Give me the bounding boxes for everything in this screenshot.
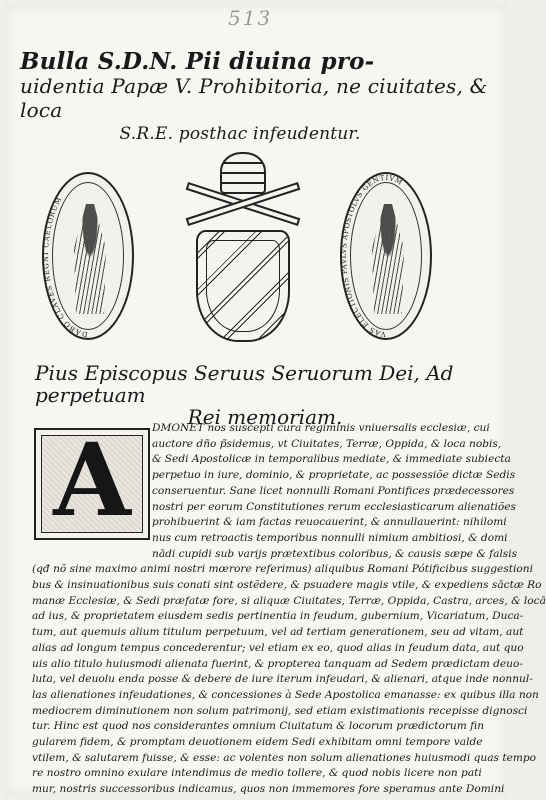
subtitle-line-1: Pius Episcopus Seruus Seruorum Dei, Ad perpetuam — [35, 361, 454, 407]
right-inscription-text: VAS ELECTIONIS PAVLVS APOSTOLVS GENTIVM — [340, 173, 405, 339]
saint-paul-medallion — [340, 172, 432, 340]
body-line: nostri per eorum Constitutiones rerum ecclesiasticarum alienatiões — [152, 500, 516, 513]
bull-body-text — [32, 421, 546, 798]
body-line: gularem fidem, & promptam deuotionem eidem Sedi exhibitam omni tempore valde — [32, 736, 483, 749]
body-line: las alienationes infeudationes, & concessiones à Sede Apostolica emanasse: ex quibus illa non — [32, 688, 539, 701]
left-inscription-text: DABO CLAVES REGNI CAELORUM — [42, 195, 89, 339]
body-line: nus cum retroactis temporibus nonnulli nimium ambitiosi, & domi — [152, 531, 508, 544]
subtitle — [35, 362, 495, 428]
body-line: alias ad longum tempus concederentur; vel etiam ex eo, quod alias in feudum data, aut quo — [32, 641, 524, 654]
body-line: luta, vel deuolu enda posse & debere de iure iterum infeudari, & alienari, atque inde nonnul- — [32, 673, 533, 686]
body-line: perpetuo in iure, dominio, & proprietate, ac possessiõe dictæ Sedis — [152, 469, 516, 482]
title-line-3: S.R.E. posthac infeudentur. — [119, 124, 361, 144]
body-line: manæ Ecclesiæ, & Sedi præfatæ fore, si aliquæ Ciuitates, Terræ, Oppida, Castra, arces, & locā — [32, 594, 546, 607]
initial-letter: A — [53, 421, 131, 539]
bull-title — [20, 50, 490, 146]
left-medallion-inscription — [42, 172, 134, 340]
body-line: & Sedi Apostolicæ in temporalibus mediate, & immediate subiecta — [152, 453, 511, 466]
body-line: nādi cupidi sub varijs prætextibus coloribus, & causis sæpe & falsis — [152, 547, 518, 560]
tiara-icon — [220, 152, 266, 194]
body-line: mur, nostris successoribus indicamus, quos non immemores fore speramus ante Domini — [32, 783, 505, 796]
folio-number: 513 — [228, 6, 273, 30]
body-line: uis alio titulo huiusmodi alienata fuerint, & propterea tanquam ad Sedem prædictam deuo- — [32, 657, 523, 670]
body-line: re nostro omnino exulare intendimus de medio tollere, & quod nobis licere non pati — [32, 767, 482, 780]
papal-coat-of-arms — [168, 152, 318, 352]
body-line: (qđ nõ sine maximo animi nostri mœrore referimus) aliquibus Romani Pótificibus suggestioni — [32, 563, 533, 576]
body-line: auctore dño p̃sidemus, vt Ciuitates, Terræ, Oppida, & loca nobis, — [152, 437, 502, 450]
shield-icon — [196, 230, 290, 342]
body-line: vtilem, & salutarem fuisse, & esse: ac volentes non solum alienationes huiusmodi quas tempo — [32, 751, 537, 764]
svg-text:VAS ELECTIONIS PAVLVS APOSTOLV — [340, 174, 404, 338]
body-line: tur. Hinc est quod nos considerantes omnium Ciuitatum & locorum prædictorum fin — [32, 720, 485, 733]
title-line-1: Bulla S.D.N. Pii diuina pro- — [20, 48, 375, 75]
woodcut-row — [0, 152, 511, 352]
svg-text:DABO CLAVES REGNI CAELORUM — [42, 195, 88, 338]
saint-peter-medallion — [42, 172, 134, 340]
body-line: conseruentur. Sane licet nonnulli Romani Pontifices prædecessores — [152, 484, 515, 497]
right-medallion-inscription — [340, 172, 432, 340]
title-line-2: uidentia Papæ V. Prohibitoria, ne ciuitates, & loca — [20, 74, 488, 122]
body-line: tum, aut quemuis alium titulum perpetuum, vel ad tertiam generationem, seu ad vitam, aut — [32, 626, 524, 639]
body-line: mediocrem diminutionem non solum patrimonij, sed etiam existimationis recepisse dignosci — [32, 704, 528, 717]
body-line: ad ius, & proprietatem eiusdem sedis pertinentia in feudum, gubernium, Vicariatum, Duca- — [32, 610, 524, 623]
body-line: bus & insinuationibus suis conati sint ostẽdere, & psuadere magis vtile, & expediens sāctæ Ro — [32, 579, 542, 592]
body-line: DMONET nos suscepti cura regiminis vniuersalis ecclesiæ, cui — [152, 422, 490, 434]
subtitle-line-2: Rei memoriam. — [187, 405, 343, 429]
body-line: prohibuerint & iam factas reuocauerint, & annullauerint: nihilomi — [152, 516, 507, 529]
